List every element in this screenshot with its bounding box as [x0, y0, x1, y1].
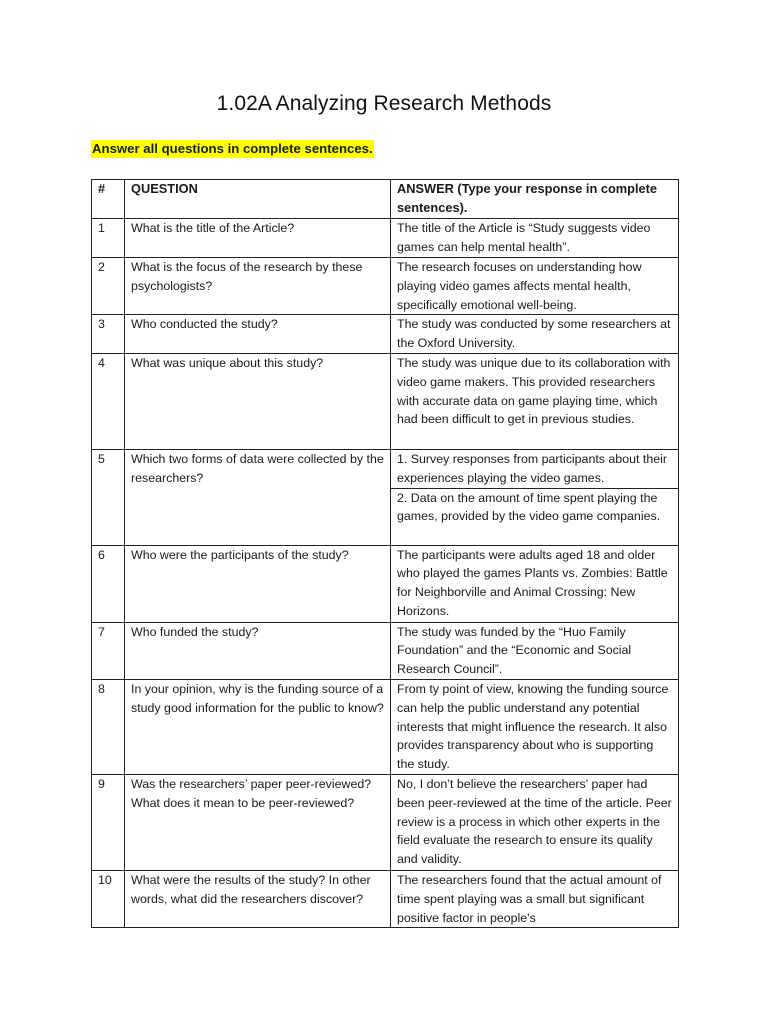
row-number: 4 — [92, 353, 125, 449]
table-row — [92, 679, 679, 774]
row-question: Was the researchers’ paper peer-reviewed? What does it mean to be peer-reviewed? — [125, 774, 391, 870]
table-row — [92, 315, 679, 354]
row-number: 7 — [92, 622, 125, 679]
header-num: # — [92, 180, 125, 219]
row-answer[interactable]: The title of the Article is “Study suggests video games can help mental health”. — [391, 219, 679, 258]
table-row — [92, 449, 679, 488]
row-number: 1 — [92, 219, 125, 258]
row-answer[interactable]: The participants were adults aged 18 and older who played the games Plants vs. Zombies: Battle for Neighborville and Animal Crossing: New Horizons. — [391, 545, 679, 622]
instruction-highlight: Answer all questions in complete sentences. — [92, 141, 373, 156]
row-question: What were the results of the study? In other words, what did the researchers discover? — [125, 870, 391, 927]
row-number: 3 — [92, 315, 125, 354]
page-title: 1.02A Analyzing Research Methods — [216, 92, 552, 115]
row-answer[interactable]: From ty point of view, knowing the funding source can help the public understand any potential interests that might influence the research. It also provides transparency about who is supporting the study. — [391, 679, 679, 774]
row-answer-part-2[interactable]: 2. Data on the amount of time spent playing the games, provided by the video game companies. — [391, 488, 679, 545]
table-row — [92, 353, 679, 449]
row-answer[interactable]: No, I don’t believe the researchers' paper had been peer-reviewed at the time of the article. Peer review is a process in which other experts in the field evaluate the research to ensure its quality and validity. — [391, 774, 679, 870]
row-question: Who funded the study? — [125, 622, 391, 679]
row-question: What is the focus of the research by these psychologists? — [125, 258, 391, 315]
row-question: Which two forms of data were collected by the researchers? — [125, 449, 391, 545]
row-number: 8 — [92, 679, 125, 774]
row-answer[interactable]: The researchers found that the actual amount of time spent playing was a small but significant positive factor in people's — [391, 870, 679, 927]
table-row — [92, 258, 679, 315]
row-question: Who conducted the study? — [125, 315, 391, 354]
table-row — [92, 622, 679, 679]
row-number: 2 — [92, 258, 125, 315]
row-number: 9 — [92, 774, 125, 870]
row-answer[interactable]: The study was unique due to its collaboration with video game makers. This provided researchers with accurate data on game playing time, which had been difficult to get in previous studies. — [391, 353, 679, 449]
row-number: 6 — [92, 545, 125, 622]
table-row — [92, 545, 679, 622]
table-row — [92, 219, 679, 258]
table-header-row — [92, 180, 679, 219]
row-answer[interactable]: The research focuses on understanding how playing video games affects mental health, specifically emotional well-being. — [391, 258, 679, 315]
row-question: In your opinion, why is the funding source of a study good information for the public to know? — [125, 679, 391, 774]
header-question: QUESTION — [125, 180, 391, 219]
row-question: Who were the participants of the study? — [125, 545, 391, 622]
row-number: 10 — [92, 870, 125, 927]
table-row — [92, 870, 679, 927]
row-answer[interactable]: The study was funded by the “Huo Family Foundation” and the “Economic and Social Research Council”. — [391, 622, 679, 679]
table-row — [92, 774, 679, 870]
row-question: What was unique about this study? — [125, 353, 391, 449]
row-answer-part-1[interactable]: 1. Survey responses from participants about their experiences playing the video games. — [391, 449, 679, 488]
row-number: 5 — [92, 449, 125, 545]
row-question: What is the title of the Article? — [125, 219, 391, 258]
header-answer: ANSWER (Type your response in complete sentences). — [391, 180, 679, 219]
qa-table — [91, 179, 679, 928]
row-answer[interactable]: The study was conducted by some researchers at the Oxford University. — [391, 315, 679, 354]
